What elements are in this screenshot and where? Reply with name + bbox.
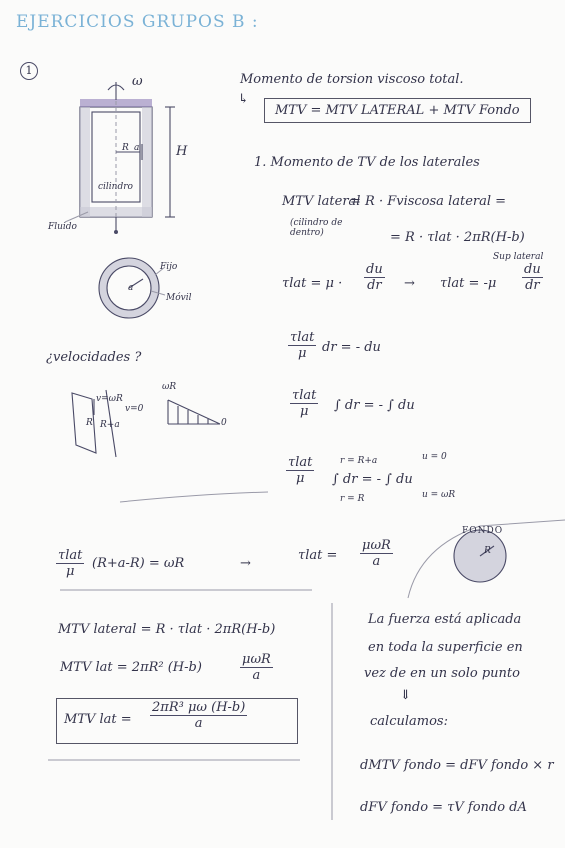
separation-equation: dr = - du [322,340,381,355]
lateral-surface-note: Sup lateral [493,252,544,262]
integral-equation-1: ∫ dr = - ∫ du [334,398,415,413]
velocity-profile [160,392,230,442]
velocities-question: ¿velocidades ? [46,350,142,365]
du-dr-fraction-1 [364,262,385,293]
integral-lower-r: r = R [340,494,365,504]
note-line-1: La fuerza está aplicada [368,612,522,627]
tau-result-label: τlat = [298,548,338,563]
final-lateral-torque-denominator: a [194,716,203,731]
tau-definition-lhs: τlat = μ · [282,276,343,291]
tau-result-fraction [360,538,393,569]
final-lateral-torque-fraction [150,700,247,731]
note-line-3: vez de en un solo punto [364,666,520,681]
tau-result-denominator: a [372,554,381,569]
integral-upper-r: r = R+a [340,456,378,466]
lateral-torque-line-1: MTV lateral = R · τlat · 2πR(H-b) [58,622,276,637]
du-numerator-1: du [366,262,383,277]
tau-over-mu-3 [286,455,314,486]
problem-number-text: 1 [25,64,33,77]
result-arrow: → [240,556,251,571]
lateral-torque-lhs: MTV lateral [282,194,361,209]
arrow-to-box: ↳ [238,92,249,107]
lateral-torque-rhs: = R · Fviscosa lateral = [350,194,507,209]
bottom-disk-radius: R [484,546,491,556]
velocity-r-label: R [86,418,93,428]
bottom-disk-label: FONDO [462,526,504,536]
result-equation: (R+a-R) = ωR [92,556,185,571]
dr-denominator-1: dr [367,278,382,293]
final-lateral-torque-numerator: 2πR³ μω (H-b) [152,700,246,715]
integral-upper-u: u = 0 [422,452,447,462]
mu-denominator-2: μ [299,404,309,419]
fluid-label: Fluido [48,222,77,232]
final-lateral-torque-lhs: MTV lat = [64,712,132,727]
tau-definition-rhs: τlat = -μ [440,276,497,291]
torque-heading: Momento de torsion viscoso total. [240,72,464,87]
dr-denominator-2: dr [525,278,540,293]
mu-denominator-3: μ [295,471,305,486]
lateral-torque-expansion: = R · τlat · 2πR(H-b) [390,230,525,245]
total-torque-equation: MTV = MTV LATERAL + MTV Fondo [275,103,520,118]
velocity-zero-label: v=0 [125,404,144,414]
mu-denominator-4: μ [65,564,75,579]
velocity-wr-label: v=ωR [96,394,123,404]
tau-result-numerator: μωR [362,538,391,553]
tau-over-mu-2 [290,388,318,419]
height-label: H [176,144,188,159]
page-title: EJERCICIOS GRUPOS B : [16,12,259,32]
fixed-label: Fijo [160,262,178,272]
mu-denominator-1: μ [297,346,307,361]
du-numerator-2: du [524,262,541,277]
profile-wr-label: ωR [162,382,177,392]
lateral-torque-line-2: MTV lat = 2πR² (H-b) [60,660,202,675]
bottom-force-differential: dFV fondo = τV fondo dA [360,800,527,815]
tau-numerator-2: τlat [292,388,317,403]
profile-zero-label: 0 [221,418,227,428]
velocity-rplusa-label: R+a [100,420,120,430]
tau-definition-arrow: → [404,276,415,291]
omega-label: ω [132,74,143,89]
moving-label: Móvil [166,293,192,303]
gap-label: a [134,143,140,153]
inner-cylinder-note: (cilindro de dentro) [290,218,343,238]
total-torque-box [264,98,531,123]
tau-over-mu-4 [56,548,84,579]
tau-over-mu-1 [288,330,316,361]
tau-numerator-4: τlat [58,548,83,563]
integral-lower-u: u = ωR [422,490,456,500]
tau-numerator-3: τlat [288,455,313,470]
integral-equation-2: ∫ dr = - ∫ du [332,472,413,487]
tau-numerator-1: τlat [290,330,315,345]
note-line-2: en toda la superficie en [368,640,523,655]
lateral-torque-numerator-2: μωR [242,652,271,667]
bottom-torque-differential: dMTV fondo = dFV fondo × r [360,758,554,773]
step-1-heading: 1. Momento de TV de los laterales [254,155,480,170]
top-view-a-label: a [128,283,134,293]
lateral-torque-fraction-2 [240,652,273,683]
lateral-torque-denominator-2: a [252,668,261,683]
du-dr-fraction-2 [522,262,543,293]
cylinder-label: cilindro [98,182,133,192]
note-arrow: ⇓ [400,688,411,703]
radius-label: R [122,143,129,153]
problem-number [20,62,38,80]
note-line-4: calculamos: [370,714,448,729]
